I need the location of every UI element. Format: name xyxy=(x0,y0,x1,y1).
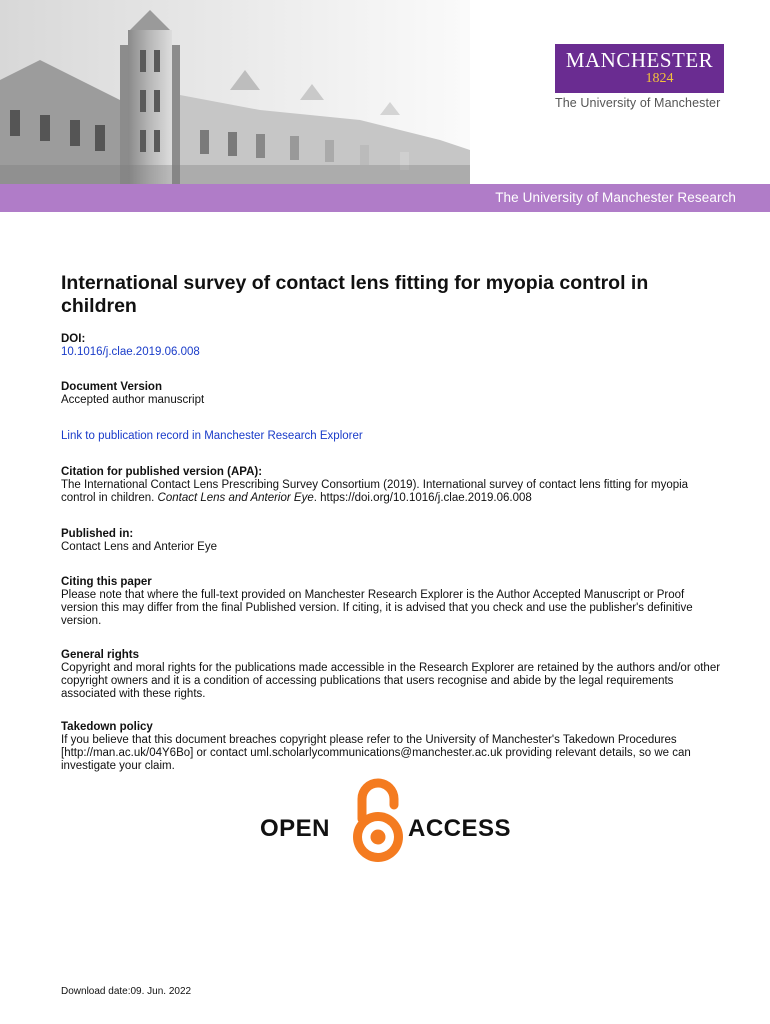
published-in-label: Published in: xyxy=(61,528,134,540)
record-link[interactable]: Link to publication record in Manchester Research Explorer xyxy=(61,430,363,442)
rights-label: General rights xyxy=(61,649,139,661)
citing-label: Citing this paper xyxy=(61,576,152,588)
published-in-value: Contact Lens and Anterior Eye xyxy=(61,541,217,553)
document-version-value: Accepted author manuscript xyxy=(61,394,205,406)
download-date: Download date:09. Jun. 2022 xyxy=(61,986,192,997)
document-version-label: Document Version xyxy=(61,381,162,393)
doi-section xyxy=(61,333,721,359)
logo-year: 1824 xyxy=(645,71,674,86)
open-access-right-word: ACCESS xyxy=(408,815,512,842)
university-logo xyxy=(555,44,724,93)
citation-label: Citation for published version (APA): xyxy=(61,466,263,478)
citation-text xyxy=(61,479,721,505)
citation-text-start: The International Contact Lens Prescribing Survey Consortium (2019). International survey of contact lens fitting for myopia control in children. xyxy=(61,479,689,504)
citation-journal: Contact Lens and Anterior Eye xyxy=(157,492,314,504)
doi-label: DOI: xyxy=(61,333,86,345)
open-lock-icon xyxy=(342,775,414,867)
takedown-section xyxy=(61,721,721,773)
doi-link[interactable]: 10.1016/j.clae.2019.06.008 xyxy=(61,346,200,358)
open-access-left-word: OPEN xyxy=(260,815,331,842)
strip-label: The University of Manchester Research xyxy=(495,190,736,205)
citing-section xyxy=(61,576,721,628)
record-link-section xyxy=(61,430,721,443)
citation-section xyxy=(61,466,721,505)
takedown-label: Takedown policy xyxy=(61,721,153,733)
published-in-section xyxy=(61,528,721,554)
document-version-section xyxy=(61,381,721,407)
citation-text-end: . https://doi.org/10.1016/j.clae.2019.06.008 xyxy=(313,492,532,504)
citing-text: Please note that where the full-text provided on Manchester Research Explorer is the Author Accepted Manuscript or Proof version this may differ from the final Published version. If citing, it is advised that you check and use the publisher's definitive version. xyxy=(61,589,693,627)
open-access-logo xyxy=(260,775,515,870)
logo-subtitle: The University of Manchester xyxy=(555,96,721,110)
takedown-text: If you believe that this document breaches copyright please refer to the University of Manchester's Takedown Procedures [http://man.ac.uk/04Y6Bo] or contact uml.scholarlycommunications@manchester.ac.uk providing relevant details, so we can investigate your claim. xyxy=(61,734,691,772)
rights-section xyxy=(61,649,721,701)
rights-text: Copyright and moral rights for the publications made accessible in the Research Explorer are retained by the authors and/or other copyright owners and it is a condition of accessing publications that users recognise and abide by the legal requirements associated with these rights. xyxy=(61,662,721,700)
paper-title: International survey of contact lens fitting for myopia control in children xyxy=(61,272,649,317)
logo-wordmark: MANCHESTER xyxy=(565,48,714,72)
